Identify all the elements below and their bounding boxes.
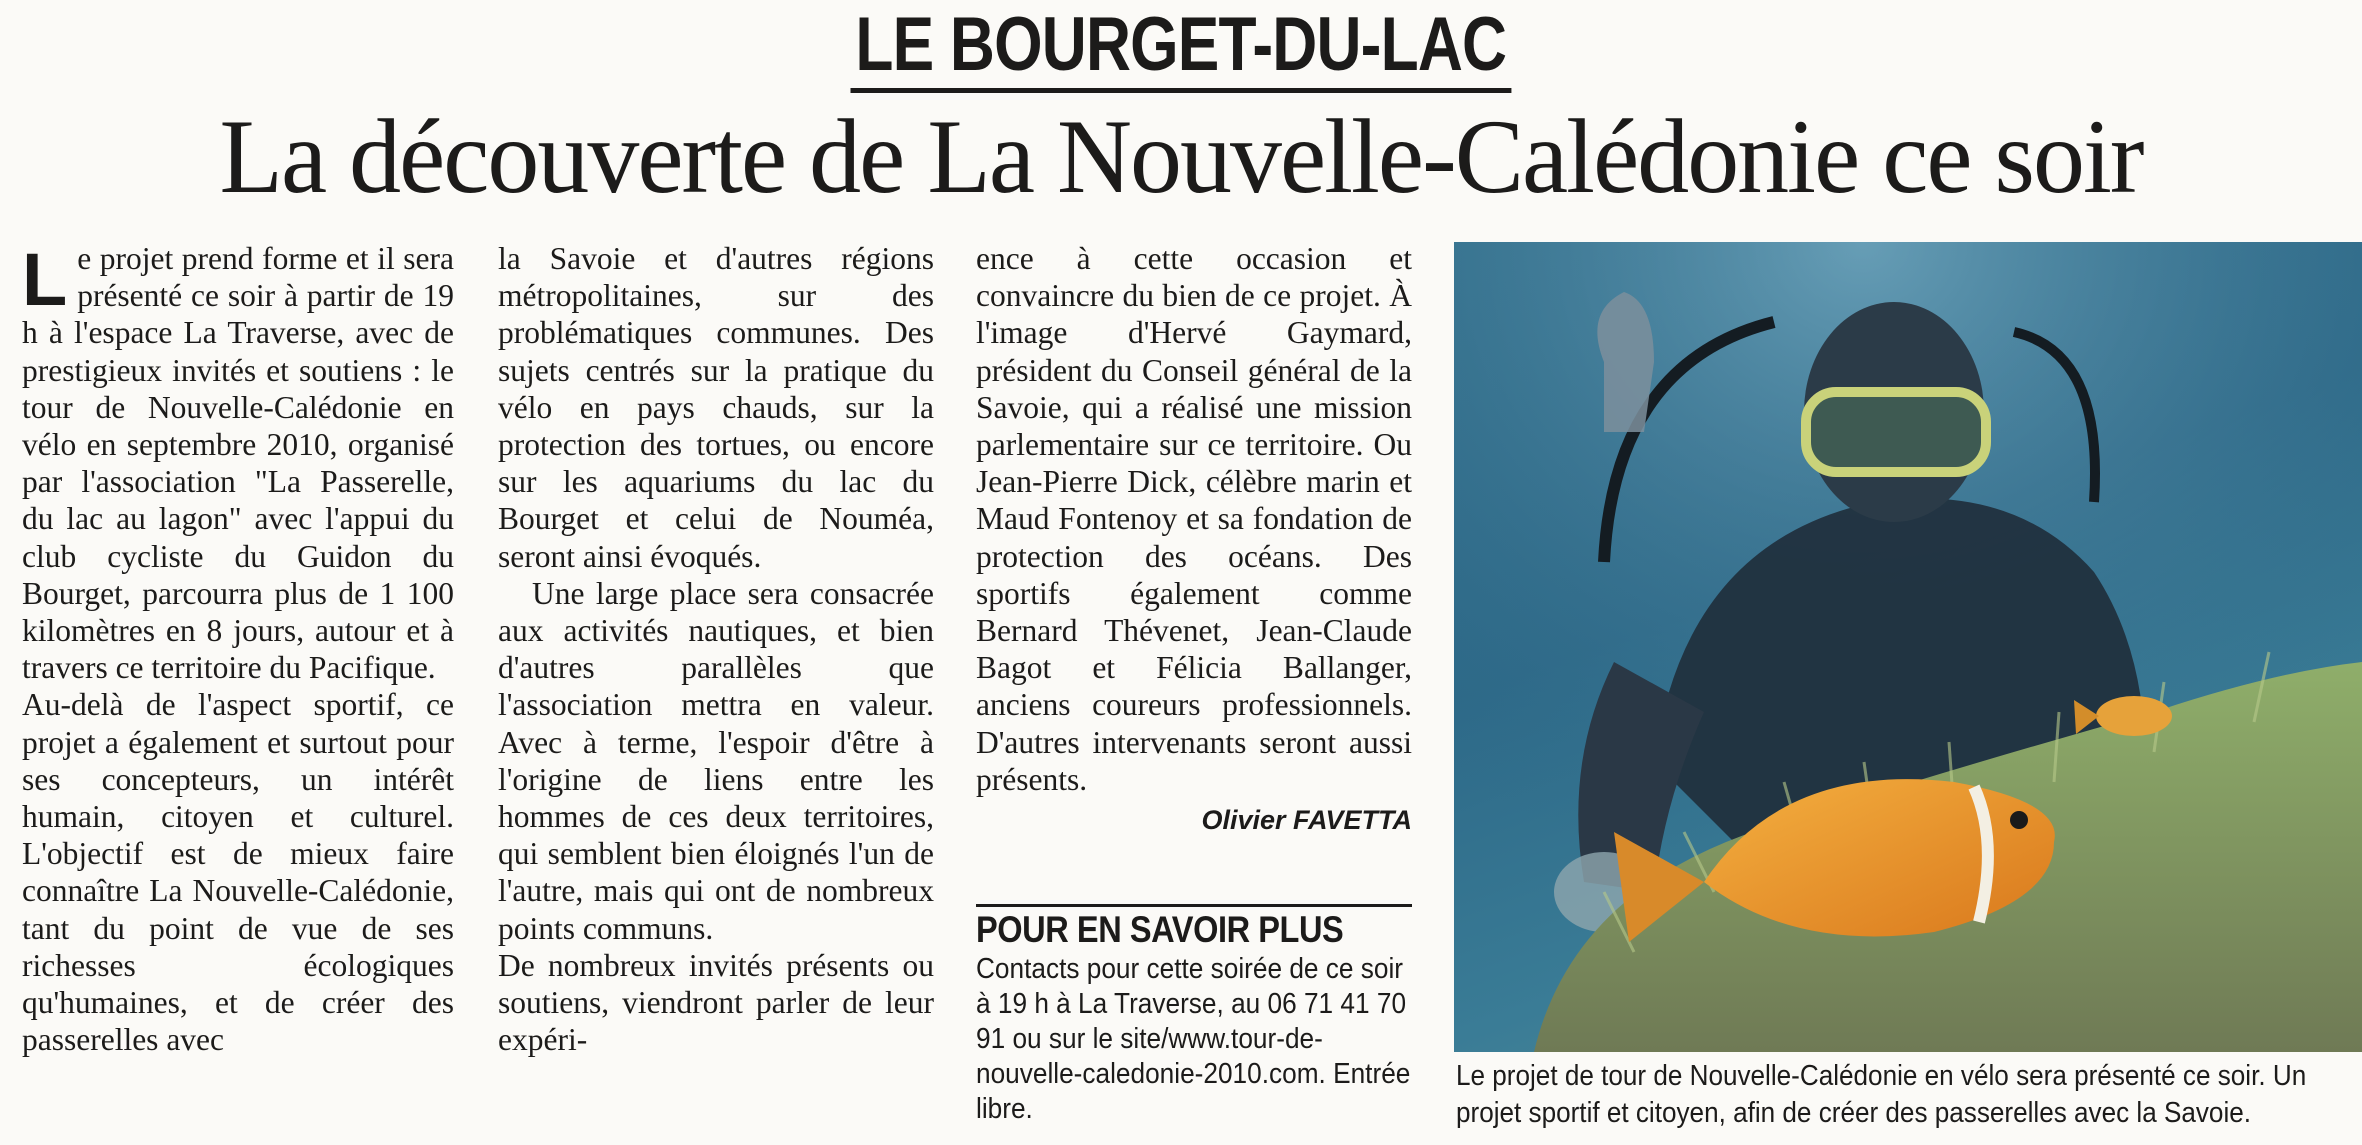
infobox-divider [976, 904, 1412, 907]
headline: La découverte de La Nouvelle-Calédonie ce soir [219, 98, 2143, 215]
paragraph-3: la Savoie et d'autres régions métropolitaines, sur des problématiques communes. Des sujets centrés sur la pratique du vélo en pays chauds, sur la protection des tortues, ou encore sur les aquariums du lac du Bourget et celui de Nouméa, seront ainsi évoqués. [498, 241, 934, 574]
diver-clownfish-illustration [1454, 242, 2362, 1052]
paragraph-4: Une large place sera consacrée aux activités nautiques, et bien d'autres parallèles que l'association mettra en valeur. Avec à terme, l'espoir d'être à l'origine de liens entre les hommes de ces deux territoires, qui semblent bien éloignés l'un de l'autre, mais qui ont de nombreux points communs. [498, 575, 934, 946]
author-signature: Olivier FAVETTA [1201, 805, 1412, 836]
paragraph-2: Au-delà de l'aspect sportif, ce projet a également et surtout pour ses concepteurs, un intérêt humain, citoyen et culturel. L'objectif est de mieux faire connaître La Nouvelle-Calédonie, tant du point de vue de ses richesses écologiques qu'humaines, et de créer des passerelles avec [22, 687, 454, 1058]
info-box-body: Contacts pour cette soirée de ce soir à 19 h à La Traverse, au 06 71 41 70 91 ou sur le site/www.tour-de-nouvelle-caledonie-2010.com. Entrée libre. [976, 953, 1411, 1125]
photo-caption: Le projet de tour de Nouvelle-Calédonie en vélo sera présenté ce soir. Un projet sportif et citoyen, afin de créer des passerelles avec la Savoie. [1456, 1060, 2307, 1129]
info-box-title: POUR EN SAVOIR PLUS [976, 909, 1344, 950]
paragraph-1-text: e projet prend forme et il sera présenté ce soir à partir de 19 h à l'espace La Traverse, avec de prestigieux invités et soutiens : le tour de Nouvelle-Calédonie en vélo en septembre 2010, organisé par l'association "La Passerelle, du lac au lagon" avec l'appui du club cycliste du Guidon du Bourget, parcourra plus de 1 100 kilomètres en 8 jours, autour et à travers ce territoire du Pacifique. [22, 241, 454, 686]
paragraph-5: De nombreux invités présents ou soutiens, viendront parler de leur expéri- [498, 947, 934, 1058]
column-1 [22, 240, 454, 1058]
drop-cap: L [22, 238, 68, 321]
paragraph-1 [22, 240, 454, 686]
info-box [976, 908, 1416, 1127]
paragraph-6: ence à cette occasion et convaincre du bien de ce projet. À l'image d'Hervé Gaymard, président du Conseil général de la Savoie, qui a réalisé une mission parlementaire sur ce territoire. Ou Jean-Pierre Dick, célèbre marin et Maud Fontenoy et sa fondation de protection des océans. Des sportifs également comme Bernard Thévenet, Jean-Claude Bagot et Félicia Ballanger, anciens coureurs professionnels. D'autres intervenants seront aussi présents. [976, 241, 1412, 797]
column-2 [498, 240, 934, 1058]
column-3 [976, 240, 1412, 839]
diver-photo [1454, 242, 2362, 1052]
kicker [0, 4, 2362, 93]
kicker-text: LE BOURGET-DU-LAC [851, 4, 1512, 93]
